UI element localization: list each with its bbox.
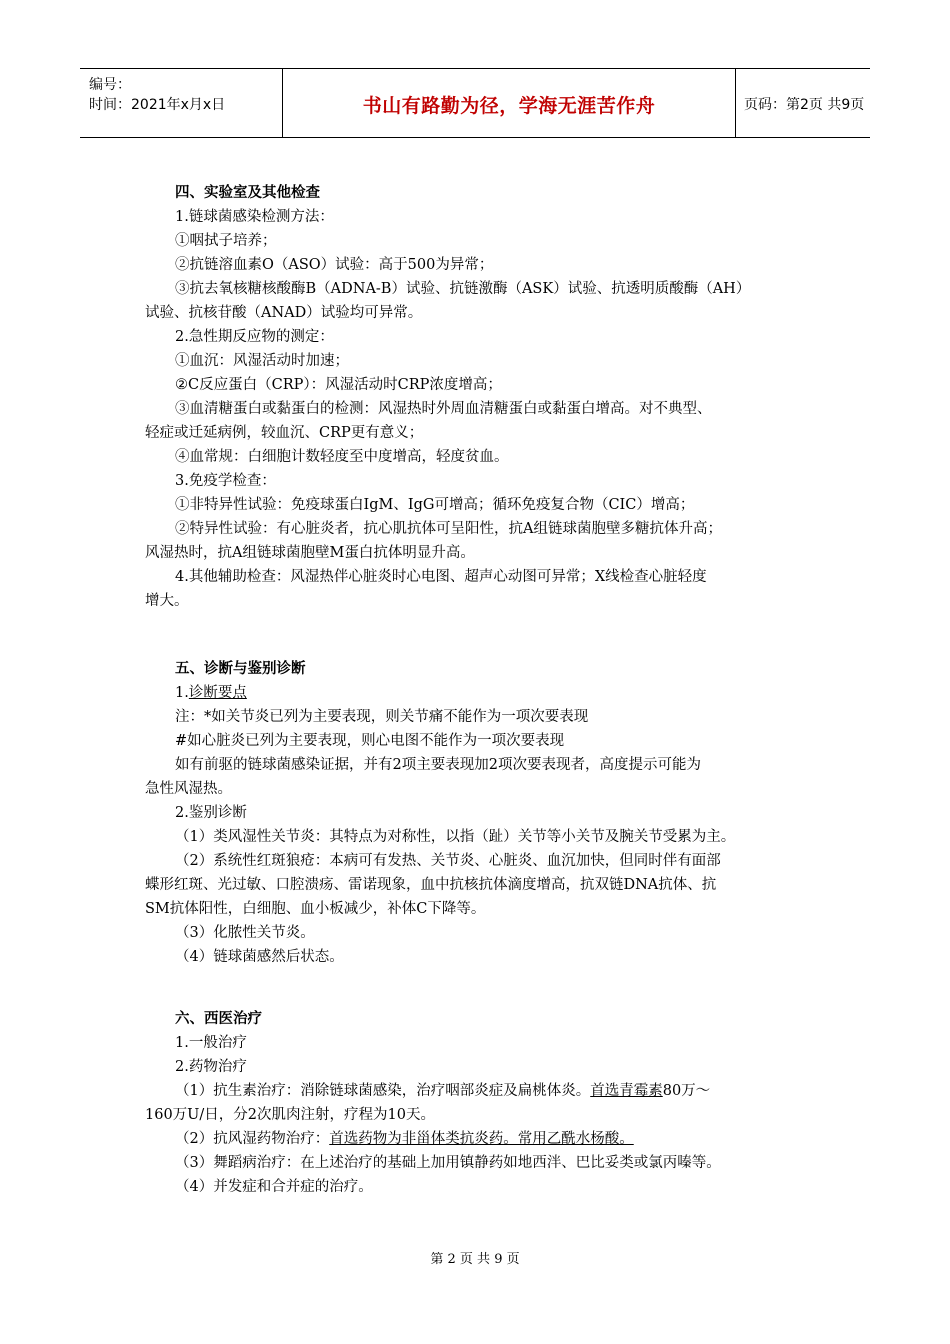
header-motto: 书山有路勤为径，学海无涯苦作舟	[362, 95, 656, 117]
note: #如心脏炎已列为主要表现，则心电图不能作为一项次要表现	[175, 733, 565, 749]
paragraph: 增大。	[145, 593, 189, 609]
paragraph: ③血清糖蛋白或黏蛋白的检测：风湿热时外周血清糖蛋白或黏蛋白增高。对不典型、	[175, 401, 712, 417]
paragraph: ③抗去氧核糖核酸酶B（ADNA-B）试验、抗链激酶（ASK）试验、抗透明质酸酶（AH）	[175, 281, 751, 297]
page-header	[80, 68, 870, 138]
paragraph: 急性风湿热。	[145, 781, 232, 797]
paragraph: ④血常规：白细胞计数轻度至中度增高，轻度贫血。	[175, 449, 509, 465]
paragraph: （4）并发症和合并症的治疗。	[175, 1179, 373, 1195]
paragraph: 4.其他辅助检查：风湿热伴心脏炎时心电图、超声心动图可异常；X线检查心脏轻度	[175, 569, 707, 585]
paragraph: ①非特异性试验：免疫球蛋白IgM、IgG可增高；循环免疫复合物（CIC）增高；	[175, 497, 695, 513]
paragraph: 2.急性期反应物的测定：	[175, 329, 334, 345]
paragraph: 试验、抗核苷酸（ANAD）试验均可异常。	[145, 305, 423, 321]
page-footer: 第 2 页 共 9 页	[430, 1252, 520, 1267]
section-heading-diagnosis: 五、诊断与鉴别诊断	[175, 661, 306, 677]
paragraph: ②C反应蛋白（CRP）：风湿活动时CRP浓度增高；	[175, 377, 502, 393]
paragraph: 160万U/日，分2次肌肉注射，疗程为10天。	[145, 1107, 435, 1123]
header-page-number: 页码：第2页 共9页	[744, 97, 865, 113]
paragraph: （2）系统性红斑狼疮：本病可有发热、关节炎、心脏炎、血沉加快，但同时伴有面部	[175, 853, 721, 869]
header-motto-cell	[282, 69, 736, 137]
paragraph: 轻症或迁延病例，较血沉、CRP更有意义；	[145, 425, 424, 441]
paragraph: 1.链球菌感染检测方法：	[175, 209, 334, 225]
note: 注：*如关节炎已列为主要表现，则关节痛不能作为一项次要表现	[175, 709, 589, 725]
paragraph: ①咽拭子培养；	[175, 233, 277, 249]
paragraph: 3.免疫学检查：	[175, 473, 276, 489]
underlined-text: 首选青霉素	[590, 1083, 663, 1099]
paragraph: 风湿热时，抗A组链球菌胞壁M蛋白抗体明显升高。	[145, 545, 475, 561]
paragraph: （1）类风湿性关节炎：其特点为对称性，以指（趾）关节等小关节及腕关节受累为主。	[175, 829, 736, 845]
text-span: 80万～	[662, 1083, 711, 1099]
paragraph: （3）化脓性关节炎。	[175, 925, 315, 941]
paragraph: （3）舞蹈病治疗：在上述治疗的基础上加用镇静药如地西泮、巴比妥类或氯丙嗪等。	[175, 1155, 721, 1171]
underlined-text: 首选药物为非甾体类抗炎药。常用乙酰水杨酸。	[329, 1131, 634, 1147]
text-span: （1）抗生素治疗：消除链球菌感染，治疗咽部炎症及扁桃体炎。	[175, 1083, 591, 1099]
paragraph: （4）链球菌感然后状态。	[175, 949, 344, 965]
paragraph: 2.鉴别诊断	[175, 805, 247, 821]
paragraph: 如有前驱的链球菌感染证据，并有2项主要表现加2项次要表现者，高度提示可能为	[175, 757, 701, 773]
paragraph: ②特异性试验：有心脏炎者，抗心肌抗体可呈阳性，抗A组链球菌胞壁多糖抗体升高；	[175, 521, 722, 537]
paragraph	[175, 681, 247, 705]
paragraph: 蝶形红斑、光过敏、口腔溃疡、雷诺现象，血中抗核抗体滴度增高，抗双链DNA抗体、抗	[145, 877, 717, 893]
document-date-label: 时间：2021年x月x日	[89, 97, 226, 113]
paragraph: ①血沉：风湿活动时加速；	[175, 353, 349, 369]
paragraph	[175, 1127, 634, 1151]
document-number-label: 编号：	[89, 77, 131, 93]
header-left-cell	[80, 69, 282, 137]
paragraph: SM抗体阳性，白细胞、血小板减少，补体C下降等。	[145, 901, 486, 917]
list-number: 1.	[175, 685, 189, 701]
paragraph	[175, 1079, 710, 1103]
header-right-cell	[735, 69, 870, 137]
text-span: （2）抗风湿药物治疗：	[175, 1131, 330, 1147]
section-heading-treatment: 六、西医治疗	[175, 1011, 262, 1027]
paragraph: 2.药物治疗	[175, 1059, 247, 1075]
underlined-text: 诊断要点	[188, 685, 247, 701]
section-heading-lab-tests: 四、实验室及其他检查	[175, 185, 320, 201]
paragraph: ②抗链溶血素O（ASO）试验：高于500为异常；	[175, 257, 494, 273]
paragraph: 1.一般治疗	[175, 1035, 247, 1051]
